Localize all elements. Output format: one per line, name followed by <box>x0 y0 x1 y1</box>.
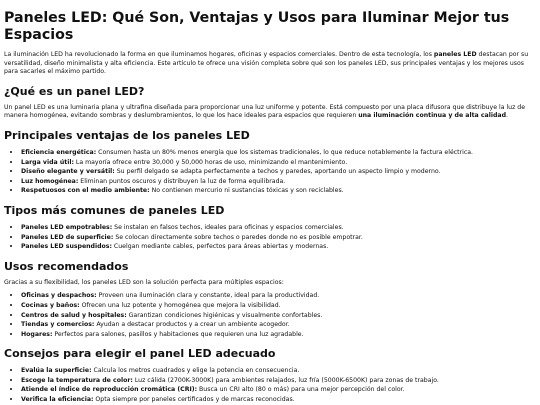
item-text: Perfectos para salones, pasillos y habitaciones que requieren una luz agradable. <box>52 330 304 338</box>
item-text: Opta siempre por paneles certificados y de marcas reconocidas. <box>93 396 295 404</box>
item-label: Hogares: <box>21 330 53 338</box>
item-text: La mayoría ofrece entre 30,000 y 50,000 horas de uso, minimizando el mantenimiento. <box>73 158 348 166</box>
tips-list <box>4 366 532 404</box>
item-text: Luz cálida (2700K-3000K) para ambientes relajados, luz fría (5000K-6500K) para zonas de trabajo. <box>132 376 439 384</box>
item-label: Respetuosos con el medio ambiente: <box>21 187 150 195</box>
list-item <box>21 167 532 177</box>
item-text: Su perfil delgado se adapta perfectamente a techos y paredes, aportando un aspecto limpio y moderno. <box>114 168 441 176</box>
item-text: Calcula los metros cuadrados y elige la potencia en consecuencia. <box>91 367 300 375</box>
intro-text-1: La iluminación LED ha revolucionado la forma en que iluminamos hogares, oficinas y espacios comerciales. Dentro de esta tecnología, los <box>4 51 434 58</box>
item-label: Eficiencia energética: <box>21 148 97 156</box>
item-label: Paneles LED suspendidos: <box>21 243 112 251</box>
item-text: Ofrecen una luz potente y homogénea que mejora la visibilidad. <box>79 301 281 309</box>
list-item <box>21 385 532 395</box>
heading-what: ¿Qué es un panel LED? <box>4 84 145 98</box>
list-item <box>21 366 532 376</box>
uses-list <box>4 291 532 339</box>
list-item <box>21 158 532 168</box>
what-text-2: . <box>506 112 508 120</box>
item-label: Evalúa la superficie: <box>21 367 92 375</box>
item-label: Cocinas y baños: <box>21 301 80 309</box>
item-text: No contienen mercurio ni sustancias tóxicas y son reciclables. <box>149 187 344 195</box>
item-text: Se colocan directamente sobre techos o paredes donde no es posible empotrar. <box>113 233 363 241</box>
item-label: Larga vida útil: <box>21 158 74 166</box>
list-item <box>21 395 532 405</box>
item-label: Oficinas y despachos: <box>21 292 97 300</box>
item-label: Escoge la temperatura de color: <box>21 376 133 384</box>
advantages-list <box>4 148 532 196</box>
intro-bold: paneles LED <box>433 51 477 58</box>
list-item <box>21 311 532 321</box>
what-paragraph <box>4 104 532 121</box>
heading-advantages: Principales ventajas de los paneles LED <box>4 128 250 142</box>
list-item <box>21 242 532 252</box>
item-text: Consumen hasta un 80% menos energía que los sistemas tradicionales, lo que reduce notablemente la factura eléctrica. <box>96 148 474 156</box>
types-list <box>4 223 532 252</box>
item-label: Tiendas y comercios: <box>21 321 95 329</box>
list-item <box>21 148 532 158</box>
heading-types: Tipos más comunes de paneles LED <box>4 203 225 217</box>
list-item <box>21 177 532 187</box>
item-text: Garantizan condiciones higiénicas y visualmente confortables. <box>126 311 323 319</box>
list-item <box>21 376 532 386</box>
list-item <box>21 330 532 340</box>
item-label: Paneles LED de superficie: <box>21 233 114 241</box>
list-item <box>21 233 532 243</box>
what-text-1: Un panel LED es una luminaria plana y ultrafina diseñada para proporcionar una luz uniforme y potente. Está compuesto por una placa difusora que distribuye la luz de manera homogénea, evitando sombras y deslumbramientos, lo que los hace ideales para espacios que requieren <box>4 103 526 120</box>
item-text: Ayudan a destacar productos y a crear un ambiente acogedor. <box>94 321 290 329</box>
item-text: Cuelgan mediante cables, perfectos para áreas abiertas y modernas. <box>111 243 329 251</box>
uses-intro: Gracias a su flexibilidad, los paneles LED son la solución perfecta para múltiples espacios: <box>4 278 284 286</box>
list-item <box>21 301 532 311</box>
item-text: Busca un CRI alto (80 o más) para una mejor percepción del color. <box>197 386 405 394</box>
intro-paragraph <box>4 51 532 77</box>
item-label: Luz homogénea: <box>21 177 79 185</box>
list-item <box>21 186 532 196</box>
what-bold: una iluminación continua y de alta calidad <box>358 112 506 120</box>
heading-tips: Consejos para elegir el panel LED adecuado <box>4 347 276 361</box>
list-item <box>21 223 532 233</box>
heading-uses: Usos recomendados <box>4 259 129 273</box>
item-label: Diseño elegante y versátil: <box>21 168 115 176</box>
list-item <box>21 291 532 301</box>
item-text: Proveen una iluminación clara y constante, ideal para la productividad. <box>96 292 320 300</box>
item-label: Centros de salud y hospitales: <box>21 311 127 319</box>
item-text: Eliminan puntos oscuros y distribuyen la luz de forma equilibrada. <box>78 177 286 185</box>
intro-text-2: destacan por su versatilidad, diseño minimalista y alta eficiencia. Este artículo te ofrece una visión completa sobre qué son los paneles LED, sus principales ventajas y los mejores usos para sacarles el máximo partido. <box>4 51 529 76</box>
item-text: Se instalan en falsos techos, ideales para oficinas y espacios comerciales. <box>112 223 344 231</box>
item-label: Atiende el índice de reproducción cromática (CRI): <box>21 386 198 394</box>
list-item <box>21 320 532 330</box>
page-title: Paneles LED: Qué Son, Ventajas y Usos para Iluminar Mejor tus Espacios <box>4 10 510 43</box>
item-label: Verifica la eficiencia: <box>21 396 94 404</box>
item-label: Paneles LED empotrables: <box>21 223 113 231</box>
